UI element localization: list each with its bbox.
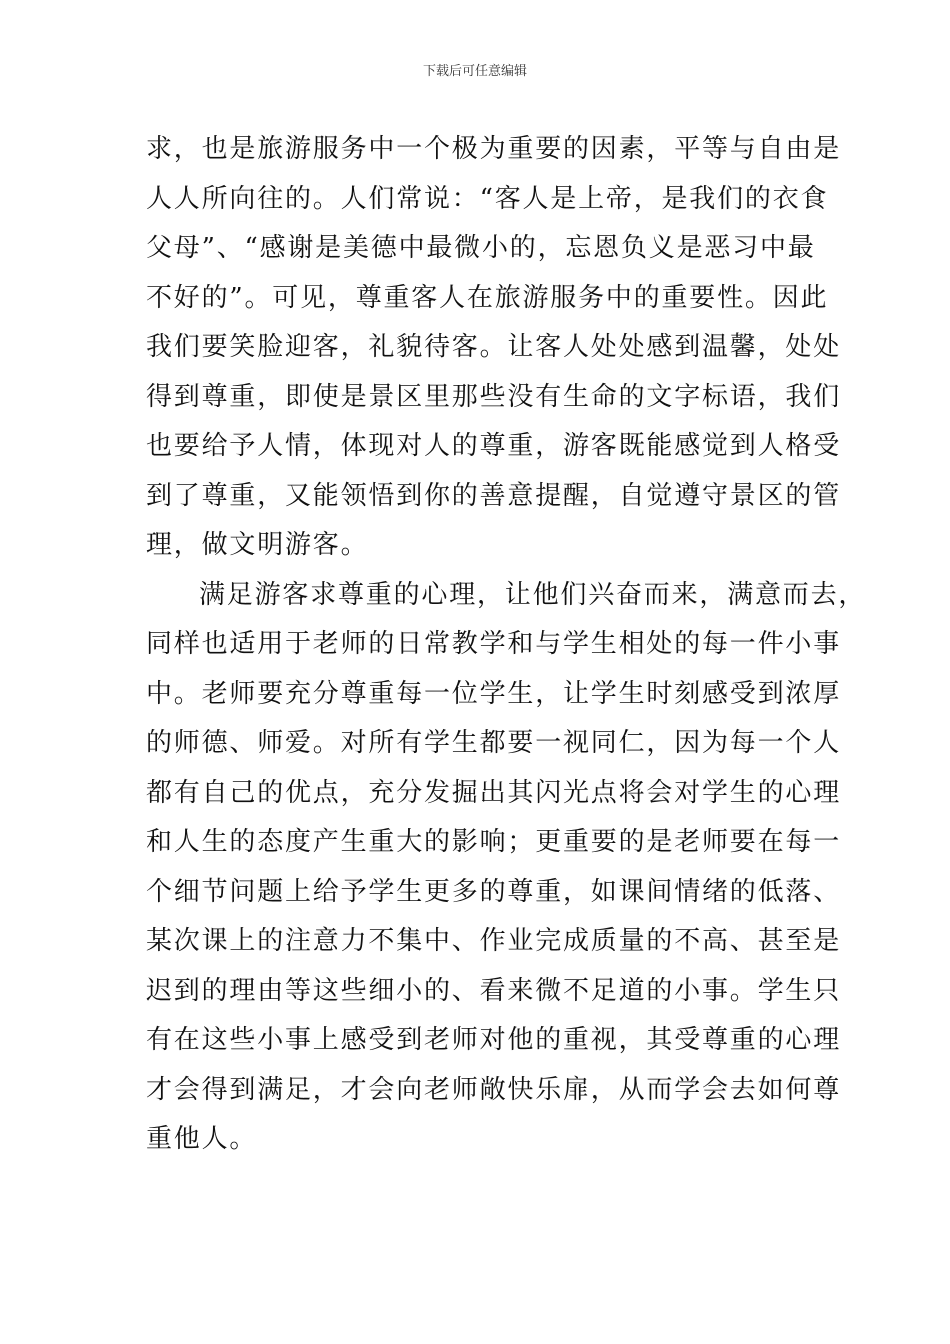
paragraph-2-line: 中。老师要充分尊重每一位学生，让学生时刻感受到浓厚 [146,678,842,709]
paragraph-2-line: 和人生的态度产生重大的影响；更重要的是老师要在每一 [146,827,842,857]
paragraph-2-line: 才会得到满足，才会向老师敞快乐扉，从而学会去如何尊 [146,1074,842,1105]
paragraph-1-line: 父母”、“感谢是美德中最微小的，忘恩负义是恶习中最 [146,233,816,263]
paragraph-2-first-line: 满足游客求尊重的心理，让他们兴奋而来，满意而去， [199,579,867,610]
paragraph-2-line: 都有自己的优点，充分发掘出其闪光点将会对学生的心理 [146,777,842,808]
paragraph-2-line: 个细节问题上给予学生更多的尊重，如课间情绪的低落、 [146,876,842,907]
page-header: 下载后可任意编辑 [422,64,527,79]
paragraph-2-line: 有在这些小事上感受到老师对他的重视，其受尊重的心理 [146,1025,842,1055]
paragraph-1-line: 人人所向往的。人们常说：“客人是上帝，是我们的衣食 [146,183,829,214]
paragraph-2-line: 的师德、师爱。对所有学生都要一视同仁，因为每一个人 [146,728,842,758]
paragraph-1-line: 理，做文明游客。 [146,530,369,560]
document-body [146,125,867,1165]
paragraph-1-line: 得到尊重，即使是景区里那些没有生命的文字标语，我们 [146,381,842,412]
paragraph-1-line: 不好的”。可见，尊重客人在旅游服务中的重要性。因此 [146,282,829,313]
paragraph-2-line: 同样也适用于老师的日常教学和与学生相处的每一件小事 [146,629,842,659]
paragraph-2-line: 重他人。 [146,1124,258,1154]
paragraph-1-line: 求，也是旅游服务中一个极为重要的因素，平等与自由是 [146,134,842,164]
paragraph-1-line: 到了尊重，又能领悟到你的善意提醒，自觉遵守景区的管 [146,480,842,511]
paragraph-2-line: 某次课上的注意力不集中、作业完成质量的不高、甚至是 [146,926,842,956]
paragraph-1-line: 也要给予人情，体现对人的尊重，游客既能感觉到人格受 [146,431,842,461]
paragraph-1-line: 我们要笑脸迎客，礼貌待客。让客人处处感到温馨，处处 [146,332,842,362]
paragraph-2-line: 迟到的理由等这些细小的、看来微不足道的小事。学生只 [146,975,842,1006]
